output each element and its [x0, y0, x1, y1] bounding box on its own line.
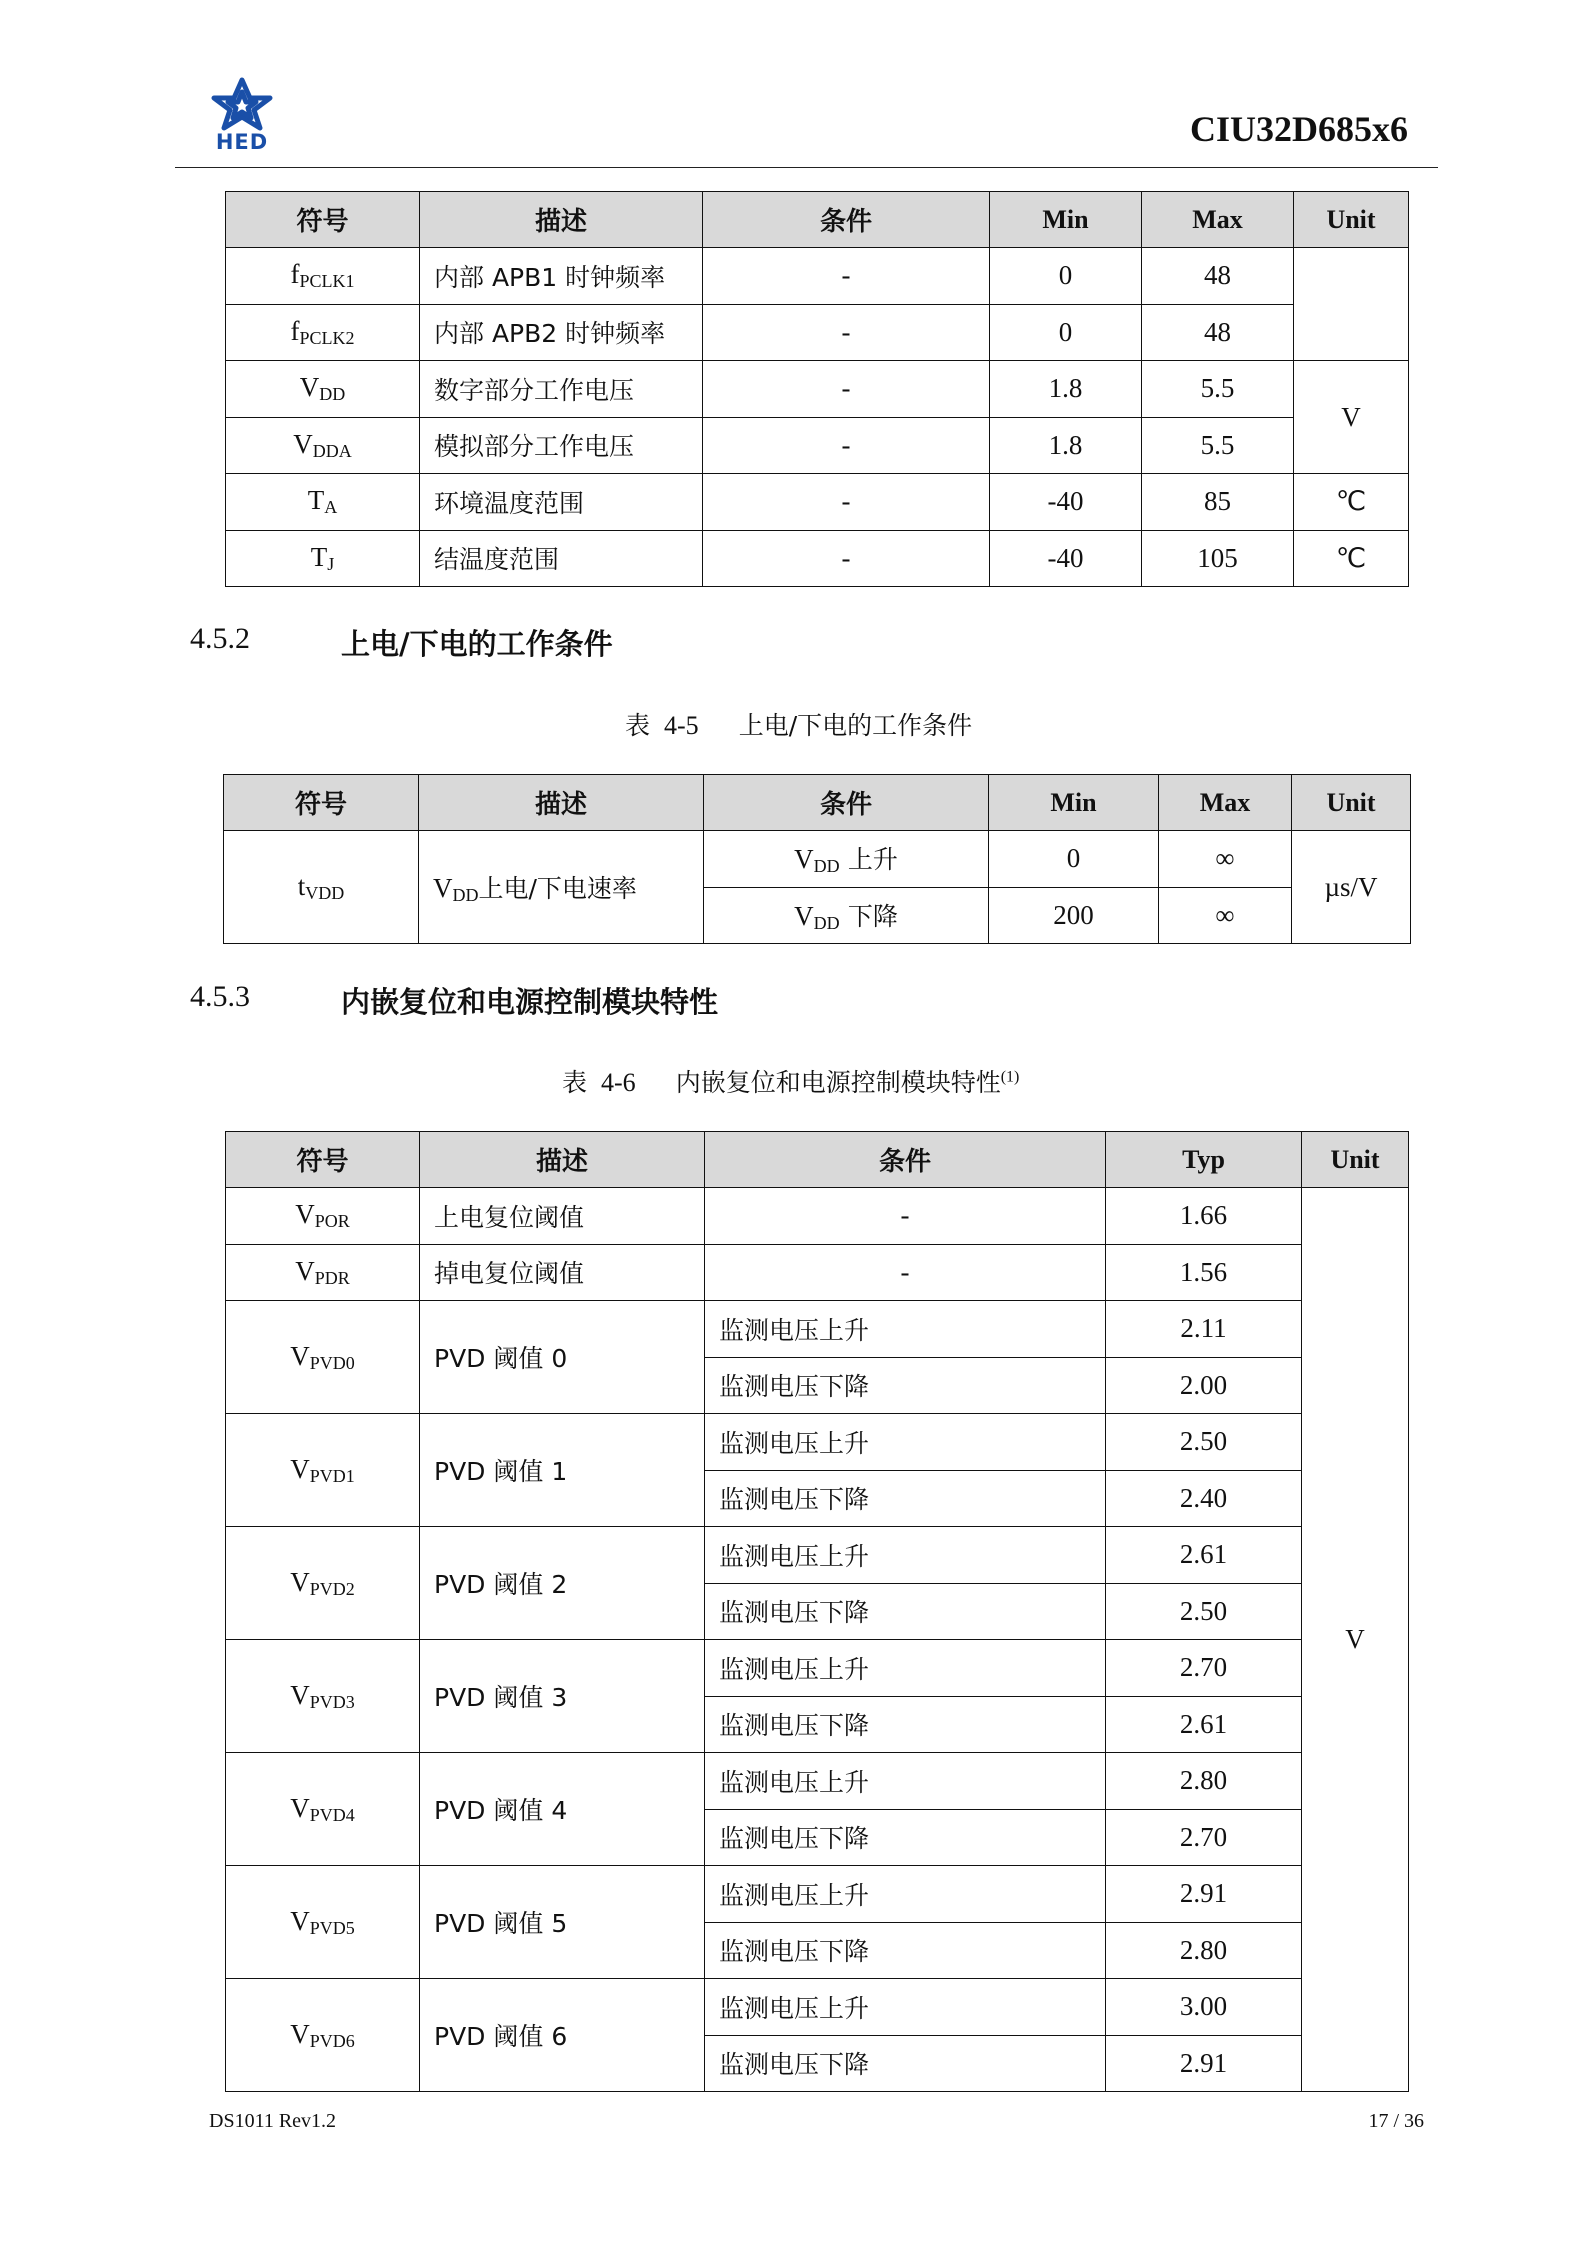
- symbol-subscript: POR: [314, 1211, 350, 1232]
- description: 上电复位阈值: [420, 1188, 705, 1245]
- typ-value: 2.70: [1106, 1640, 1302, 1697]
- caption-title: 上电/下电的工作条件: [738, 711, 973, 740]
- table-row: [226, 304, 1409, 361]
- symbol-subscript: PVD1: [309, 1465, 355, 1486]
- cond-symbol: V: [794, 900, 814, 931]
- symbol: V: [290, 1453, 310, 1484]
- condition: -: [703, 474, 990, 531]
- symbol: f: [290, 315, 300, 346]
- min-value: 1.8: [990, 417, 1142, 474]
- desc-symbol: V: [433, 872, 453, 903]
- min-value: 0: [990, 248, 1142, 305]
- condition-rise: 监测电压上升: [705, 1301, 1106, 1358]
- unit-cell-empty: [1294, 248, 1409, 361]
- col-header-condition: 条件: [704, 775, 989, 831]
- col-header-symbol: 符号: [224, 775, 419, 831]
- description: 模拟部分工作电压: [420, 417, 703, 474]
- col-header-max: Max: [1159, 775, 1292, 831]
- condition-fall: 监测电压下降: [705, 1583, 1106, 1640]
- col-header-max: Max: [1142, 192, 1294, 248]
- condition: 上升: [847, 845, 898, 875]
- typ-value: 3.00: [1106, 1979, 1302, 2036]
- description: 上电/下电速率: [478, 873, 637, 903]
- min-value: 1.8: [990, 361, 1142, 418]
- symbol-subscript: DD: [319, 384, 346, 405]
- condition-fall: 监测电压下降: [705, 1357, 1106, 1414]
- typ-value: 2.00: [1106, 1357, 1302, 1414]
- cond-symbol-subscript: DD: [813, 856, 840, 877]
- table-row: [226, 530, 1409, 587]
- col-header-description: 描述: [419, 775, 704, 831]
- section-number: 4.5.3: [190, 980, 250, 1013]
- caption-number: 4-5: [664, 711, 699, 740]
- condition-rise: 监测电压上升: [705, 1527, 1106, 1584]
- max-value: 105: [1142, 530, 1294, 587]
- condition-rise: 监测电压上升: [705, 1866, 1106, 1923]
- description: 掉电复位阈值: [420, 1244, 705, 1301]
- condition-fall: 监测电压下降: [705, 1809, 1106, 1866]
- condition: -: [703, 361, 990, 418]
- symbol: V: [290, 1792, 310, 1823]
- symbol-subscript: A: [324, 497, 338, 518]
- col-header-min: Min: [990, 192, 1142, 248]
- description: 内部 APB2 时钟频率: [420, 304, 703, 361]
- typ-value: 2.91: [1106, 2035, 1302, 2092]
- symbol: V: [290, 1679, 310, 1710]
- symbol-subscript: PCLK2: [299, 327, 355, 348]
- condition: 下降: [847, 901, 898, 931]
- caption-prefix: 表: [562, 1068, 588, 1097]
- typ-value: 2.11: [1106, 1301, 1302, 1358]
- description: 内部 APB1 时钟频率: [420, 248, 703, 305]
- section-title: 内嵌复位和电源控制模块特性: [341, 985, 719, 1019]
- table-caption-4-5: [625, 706, 972, 742]
- typ-value: 2.80: [1106, 1922, 1302, 1979]
- table-header-row: [224, 775, 1411, 831]
- description: PVD 阈值 0: [420, 1301, 705, 1414]
- max-value: 85: [1142, 474, 1294, 531]
- caption-prefix: 表: [625, 711, 651, 740]
- unit-cell: ℃: [1294, 474, 1409, 531]
- typ-value: 1.66: [1106, 1188, 1302, 1245]
- symbol: V: [290, 1905, 310, 1936]
- section-title: 上电/下电的工作条件: [341, 627, 613, 661]
- typ-value: 2.80: [1106, 1753, 1302, 1810]
- symbol: V: [295, 1199, 315, 1230]
- min-value: -40: [990, 530, 1142, 587]
- col-header-symbol: 符号: [226, 192, 420, 248]
- operating-conditions-table: [225, 191, 1409, 587]
- unit-cell: V: [1302, 1188, 1409, 2092]
- table-row: [226, 1244, 1409, 1301]
- typ-value: 2.61: [1106, 1527, 1302, 1584]
- table-row: [226, 417, 1409, 474]
- table-caption-4-6: [562, 1063, 1019, 1099]
- condition-rise: 监测电压上升: [705, 1414, 1106, 1471]
- condition-rise: 监测电压上升: [705, 1753, 1106, 1810]
- max-value: 5.5: [1142, 361, 1294, 418]
- condition-rise: 监测电压上升: [705, 1979, 1106, 2036]
- typ-value: 2.50: [1106, 1583, 1302, 1640]
- table-row: [226, 1866, 1409, 1923]
- desc-symbol-subscript: DD: [452, 884, 479, 905]
- min-value: 0: [990, 304, 1142, 361]
- symbol: V: [290, 1566, 310, 1597]
- description: PVD 阈值 2: [420, 1527, 705, 1640]
- power-up-down-table: [223, 774, 1411, 944]
- symbol: V: [290, 1340, 310, 1371]
- table-row: [226, 1188, 1409, 1245]
- col-header-unit: Unit: [1292, 775, 1411, 831]
- condition: -: [705, 1244, 1106, 1301]
- symbol-subscript: PVD6: [309, 2030, 355, 2051]
- symbol: V: [295, 1255, 315, 1286]
- caption-footnote-ref: (1): [1000, 1068, 1020, 1086]
- col-header-unit: Unit: [1302, 1132, 1409, 1188]
- max-value: ∞: [1159, 831, 1292, 888]
- max-value: 5.5: [1142, 417, 1294, 474]
- condition-fall: 监测电压下降: [705, 1470, 1106, 1527]
- condition-fall: 监测电压下降: [705, 1922, 1106, 1979]
- max-value: ∞: [1159, 887, 1292, 944]
- condition: -: [705, 1188, 1106, 1245]
- footer-page-number: 17 / 36: [1368, 2110, 1424, 2132]
- max-value: 48: [1142, 304, 1294, 361]
- cond-symbol-subscript: DD: [813, 912, 840, 933]
- symbol-subscript: VDD: [305, 882, 345, 903]
- typ-value: 2.40: [1106, 1470, 1302, 1527]
- min-value: -40: [990, 474, 1142, 531]
- table-header-row: [226, 192, 1409, 248]
- table-row: [226, 1979, 1409, 2036]
- max-value: 48: [1142, 248, 1294, 305]
- table-header-row: [226, 1132, 1409, 1188]
- col-header-symbol: 符号: [226, 1132, 420, 1188]
- symbol: V: [293, 428, 313, 459]
- col-header-unit: Unit: [1294, 192, 1409, 248]
- symbol-subscript: PVD5: [309, 1917, 355, 1938]
- col-header-typ: Typ: [1106, 1132, 1302, 1188]
- condition: -: [703, 304, 990, 361]
- min-value: 0: [989, 831, 1159, 888]
- condition-fall: 监测电压下降: [705, 1696, 1106, 1753]
- caption-number: 4-6: [601, 1068, 636, 1097]
- col-header-description: 描述: [420, 1132, 705, 1188]
- table-row: [226, 1414, 1409, 1471]
- symbol-subscript: PVD2: [309, 1578, 355, 1599]
- symbol-subscript: DDA: [312, 440, 352, 461]
- condition-fall: 监测电压下降: [705, 2035, 1106, 2092]
- condition: -: [703, 417, 990, 474]
- description: 环境温度范围: [420, 474, 703, 531]
- typ-value: 2.91: [1106, 1866, 1302, 1923]
- table-row: [226, 474, 1409, 531]
- symbol-subscript: PVD0: [309, 1352, 355, 1373]
- table-row: [226, 1640, 1409, 1697]
- symbol-subscript: PCLK1: [299, 271, 355, 292]
- caption-title: 内嵌复位和电源控制模块特性: [675, 1068, 1001, 1097]
- condition: -: [703, 530, 990, 587]
- table-row: [226, 248, 1409, 305]
- symbol: f: [290, 259, 300, 290]
- condition-rise: 监测电压上升: [705, 1640, 1106, 1697]
- symbol: T: [310, 541, 328, 572]
- condition: -: [703, 248, 990, 305]
- min-value: 200: [989, 887, 1159, 944]
- section-number: 4.5.2: [190, 622, 250, 655]
- table-row: [226, 1527, 1409, 1584]
- unit-cell: µs/V: [1292, 831, 1411, 944]
- description: 结温度范围: [420, 530, 703, 587]
- logo-text: HED: [215, 130, 269, 154]
- typ-value: 2.61: [1106, 1696, 1302, 1753]
- description: PVD 阈值 3: [420, 1640, 705, 1753]
- description: PVD 阈值 6: [420, 1979, 705, 2092]
- col-header-description: 描述: [420, 192, 703, 248]
- col-header-condition: 条件: [705, 1132, 1106, 1188]
- table-row: [224, 831, 1411, 888]
- symbol: T: [307, 485, 325, 516]
- document-title: CIU32D685x6: [1189, 109, 1408, 149]
- symbol: t: [297, 870, 306, 901]
- cond-symbol: V: [794, 844, 814, 875]
- unit-cell: V: [1294, 361, 1409, 474]
- symbol-subscript: J: [327, 553, 335, 574]
- col-header-min: Min: [989, 775, 1159, 831]
- typ-value: 2.70: [1106, 1809, 1302, 1866]
- description: PVD 阈值 4: [420, 1753, 705, 1866]
- reset-power-control-table: [225, 1131, 1409, 2092]
- symbol-subscript: PVD3: [309, 1691, 355, 1712]
- description: PVD 阈值 1: [420, 1414, 705, 1527]
- typ-value: 1.56: [1106, 1244, 1302, 1301]
- table-row: [226, 361, 1409, 418]
- table-row: [226, 1753, 1409, 1810]
- symbol: V: [290, 2018, 310, 2049]
- table-row: [226, 1301, 1409, 1358]
- symbol-subscript: PVD4: [309, 1804, 355, 1825]
- typ-value: 2.50: [1106, 1414, 1302, 1471]
- symbol: V: [299, 372, 320, 403]
- description: 数字部分工作电压: [420, 361, 703, 418]
- header-divider: [175, 167, 1438, 168]
- description: PVD 阈值 5: [420, 1866, 705, 1979]
- symbol-subscript: PDR: [314, 1267, 350, 1288]
- footer-doc-id: DS1011 Rev1.2: [209, 2110, 337, 2132]
- col-header-condition: 条件: [703, 192, 990, 248]
- unit-cell: ℃: [1294, 530, 1409, 587]
